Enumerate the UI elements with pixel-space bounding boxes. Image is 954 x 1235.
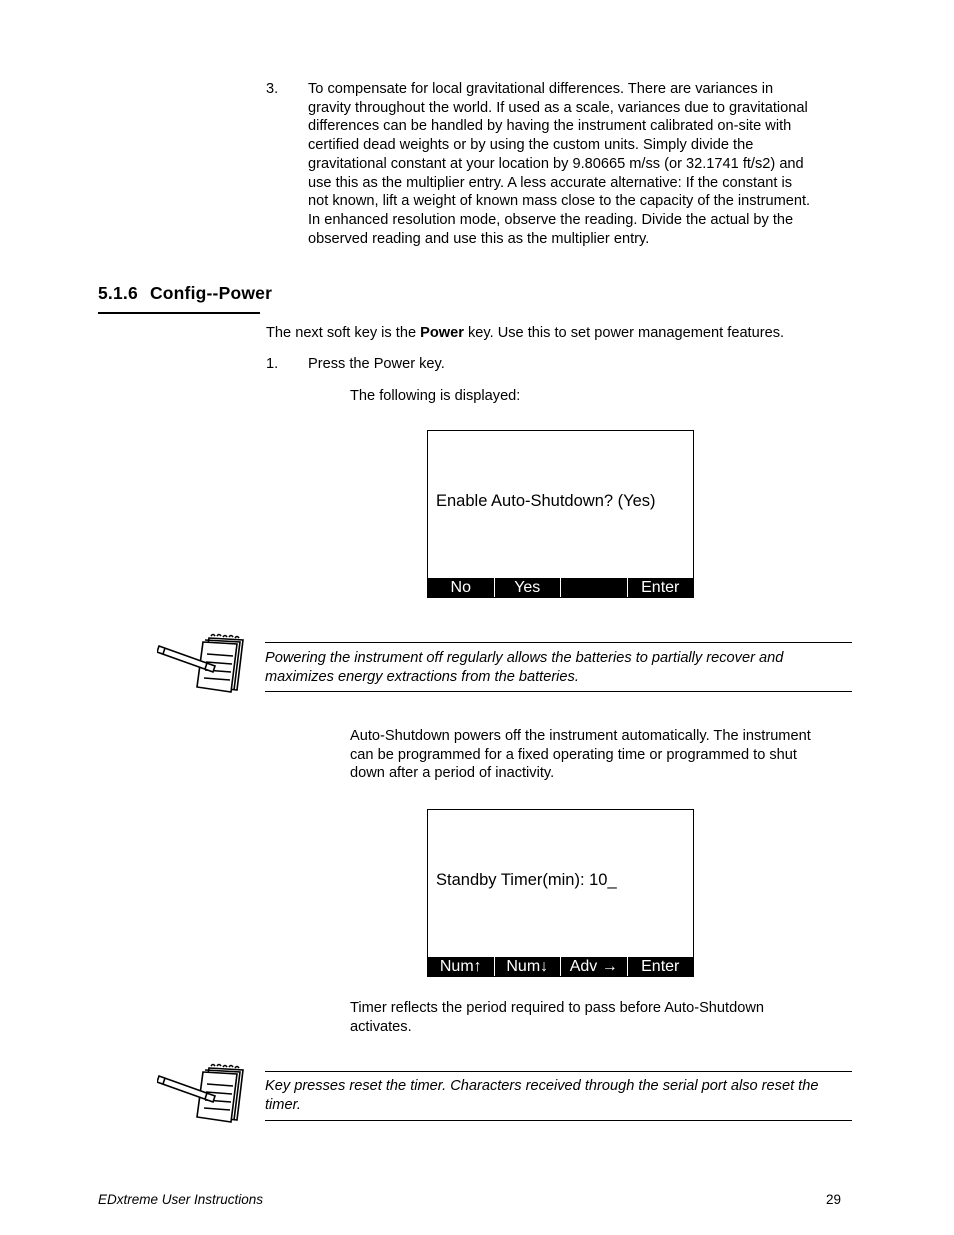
text-line: certified dead weights or by using the custom units. Simply divide the [308,137,754,154]
intro-text: key. Use this to set power management features. [463,325,785,341]
soft-key-yes[interactable]: Yes [494,578,561,597]
text-line: use this as the multiplier entry. A less accurate alternative: If the constant is [308,174,792,191]
soft-key-blank[interactable] [560,578,627,597]
section-number: 5.1.6 [98,283,138,303]
screen-message: Enable Auto-Shutdown? (Yes) [436,492,656,510]
soft-key-bar [428,957,693,976]
text-line: Timer reflects the period required to pass before Auto-Shutdown [350,1000,764,1016]
section-underline [98,312,260,314]
intro-text: The next soft key is the [266,325,421,341]
text-line: down after a period of inactivity. [350,765,555,782]
text-line: Auto-Shutdown powers off the instrument automatically. The instrument [350,728,811,744]
note-text [265,1077,855,1114]
notepad-pencil-icon [157,1062,247,1124]
note-bottom-rule [265,1120,852,1121]
text-line: Key presses reset the timer. Characters received through the serial port also reset the [265,1078,819,1094]
text-line: activates. [350,1018,412,1035]
footer-title: EDxtreme User Instructions [98,1192,264,1207]
soft-key-enter[interactable]: Enter [627,957,694,976]
text-line: differences can be handled by having the instrument calibrated on-site with [308,118,792,135]
notepad-pencil-icon [157,632,247,694]
soft-key-enter[interactable]: Enter [627,578,694,597]
step-number-1: 1. [266,356,279,372]
auto-shutdown-paragraph [350,727,860,783]
text-line: gravity throughout the world. If used as a scale, variances due to gravitational [308,99,808,116]
step-1-text: Press the Power key. [308,356,445,372]
text-line: observed reading and use this as the multiplier entry. [308,230,650,247]
soft-key-num-up[interactable]: Num↑ [439,958,482,975]
intro-paragraph [266,324,784,343]
note-bottom-rule [265,691,852,692]
list-number-3: 3. [266,81,279,97]
soft-key-no[interactable]: No [450,579,471,596]
section-heading [98,283,272,304]
text-line: To compensate for local gravitational differences. There are variances in [308,81,774,97]
text-line: maximizes energy extractions from the batteries. [265,668,579,685]
text-line: gravitational constant at your location by 9.80665 m/ss (or 32.1741 ft/s2) and [308,155,804,172]
display-screen-standby-timer [427,809,694,977]
soft-key-num-down[interactable]: Num↓ [494,957,561,976]
screen-message: Standby Timer(min): 10_ [436,871,617,889]
text-line: timer. [265,1096,301,1113]
intro-bold: Power [420,325,464,341]
note-top-rule [265,1071,852,1072]
soft-key-bar [428,578,693,597]
soft-key-advance[interactable]: Adv → [560,957,627,976]
text-line: can be programmed for a fixed operating time or programmed to shut [350,746,797,763]
text-line: Powering the instrument off regularly allows the batteries to partially recover and [265,650,784,666]
note-top-rule [265,642,852,643]
page-number: 29 [826,1192,842,1207]
note-text [265,649,855,686]
displayed-text: The following is displayed: [350,388,521,404]
display-screen-auto-shutdown [427,430,694,598]
text-line: not known, lift a weight of known mass close to the capacity of the instrument. [308,193,811,210]
timer-paragraph [350,999,860,1036]
list-item-3-text [308,80,856,248]
text-line: In enhanced resolution mode, observe the reading. Divide the actual by the [308,211,794,228]
section-title: Config--Power [149,283,273,303]
